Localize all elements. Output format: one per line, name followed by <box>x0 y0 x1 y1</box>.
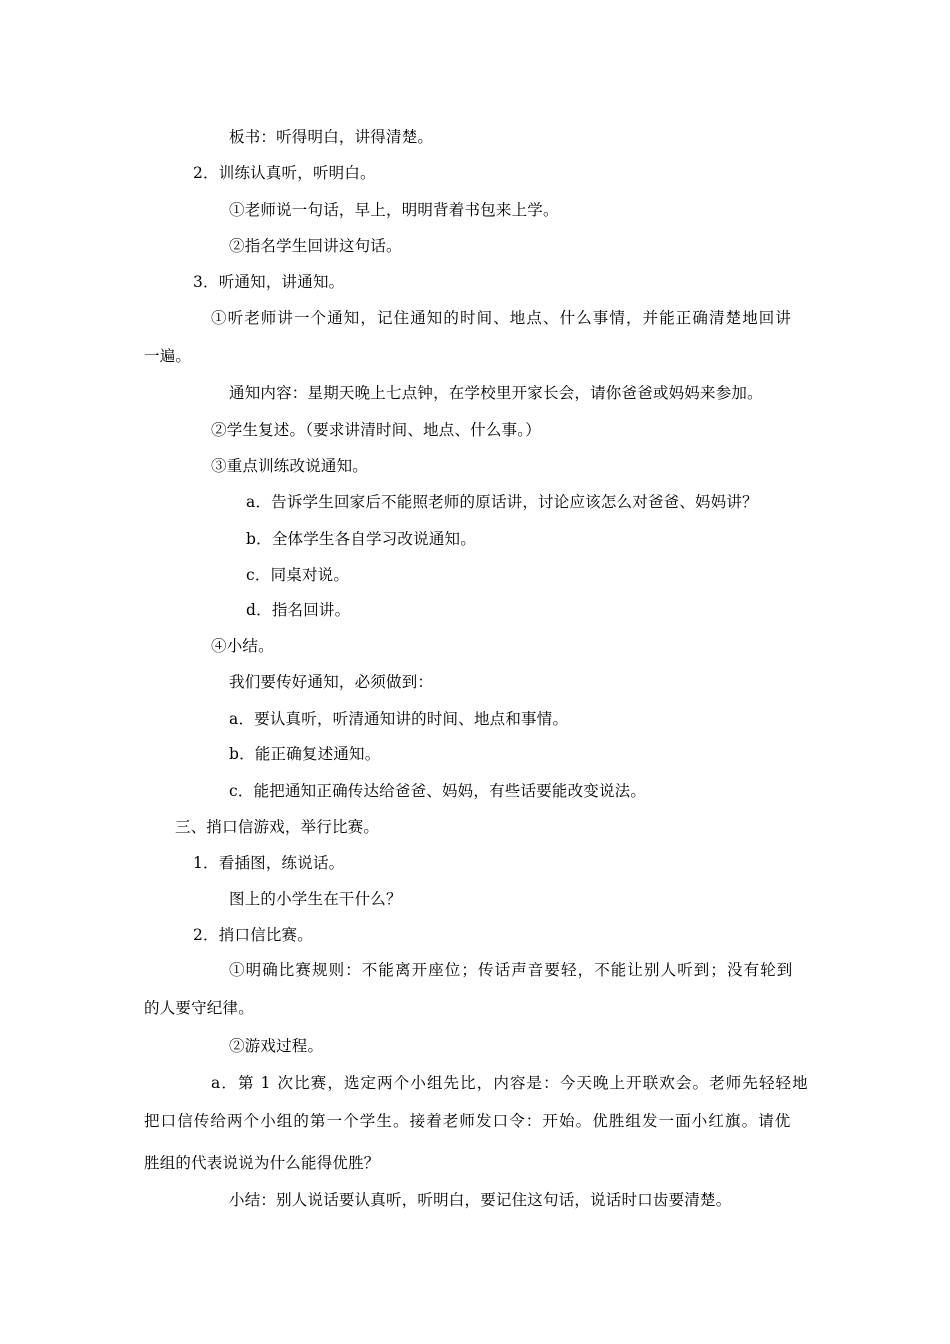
text-line-conclusion: 小结：别人说话要认真听，听明白，要记住这句话，说话时口齿要清楚。 <box>229 1191 732 1209</box>
text-line-step-3: 3．听通知，讲通知。 <box>193 273 345 291</box>
text-line-first-round-cont-1: 把口信传给两个小组的第一个学生。接着老师发口令：开始。优胜组发一面小红旗。请优 <box>144 1112 792 1130</box>
text-line-picture-question: 图上的小学生在干什么？ <box>229 890 402 908</box>
text-line-section-3-step-2: 2．捎口信比赛。 <box>193 926 313 944</box>
text-line-summary-c: c．能把通知正确传达给爸爸、妈妈，有些话要能改变说法。 <box>229 782 647 800</box>
text-line-section-3: 三、捎口信游戏，举行比赛。 <box>175 818 380 836</box>
text-line-section-3-step-1: 1．看插图，练说话。 <box>193 854 345 872</box>
text-line-step-3-item-3: ③重点训练改说通知。 <box>211 457 369 475</box>
text-line-rules: ①明确比赛规则：不能离开座位；传话声音要轻，不能让别人听到；没有轮到 <box>229 961 794 979</box>
text-line-rules-cont: 的人要守纪律。 <box>144 999 254 1017</box>
text-line-game-process: ②游戏过程。 <box>229 1037 324 1055</box>
text-line-first-round: a．第 1 次比赛，选定两个小组先比，内容是：今天晚上开联欢会。老师先轻轻地 <box>211 1074 809 1092</box>
text-line-first-round-cont-2: 胜组的代表说说为什么能得优胜？ <box>144 1154 380 1172</box>
text-line-sub-a: a．告诉学生回家后不能照老师的原话讲，讨论应该怎么对爸爸、妈妈讲？ <box>246 493 758 511</box>
text-line-sub-b: b．全体学生各自学习改说通知。 <box>246 530 476 548</box>
text-line-step-3-item-2: ②学生复述。（要求讲清时间、地点、什么事。） <box>211 421 541 439</box>
text-line-sub-d: d．指名回讲。 <box>246 601 351 619</box>
text-line-step-2: 2．训练认真听，听明白。 <box>193 164 376 182</box>
text-line-step-2-item-2: ②指名学生回讲这句话。 <box>229 237 402 255</box>
text-line-notice-content: 通知内容：星期天晚上七点钟，在学校里开家长会，请你爸爸或妈妈来参加。 <box>229 384 763 402</box>
text-line-summary-intro: 我们要传好通知，必须做到： <box>229 673 434 691</box>
text-line-summary-b: b．能正确复述通知。 <box>229 745 381 763</box>
text-line-step-3-item-1: ①听老师讲一个通知，记住通知的时间、地点、什么事情，并能正确清楚地回讲 <box>211 309 793 327</box>
text-line-step-3-item-4: ④小结。 <box>211 637 274 655</box>
text-line-summary-a: a．要认真听，听清通知讲的时间、地点和事情。 <box>229 710 569 728</box>
text-line-sub-c: c．同桌对说。 <box>246 566 350 584</box>
text-line-step-3-item-1-cont: 一遍。 <box>144 347 192 365</box>
text-line-board-note: 板书：听得明白，讲得清楚。 <box>229 128 434 146</box>
text-line-step-2-item-1: ①老师说一句话，早上，明明背着书包来上学。 <box>229 201 559 219</box>
